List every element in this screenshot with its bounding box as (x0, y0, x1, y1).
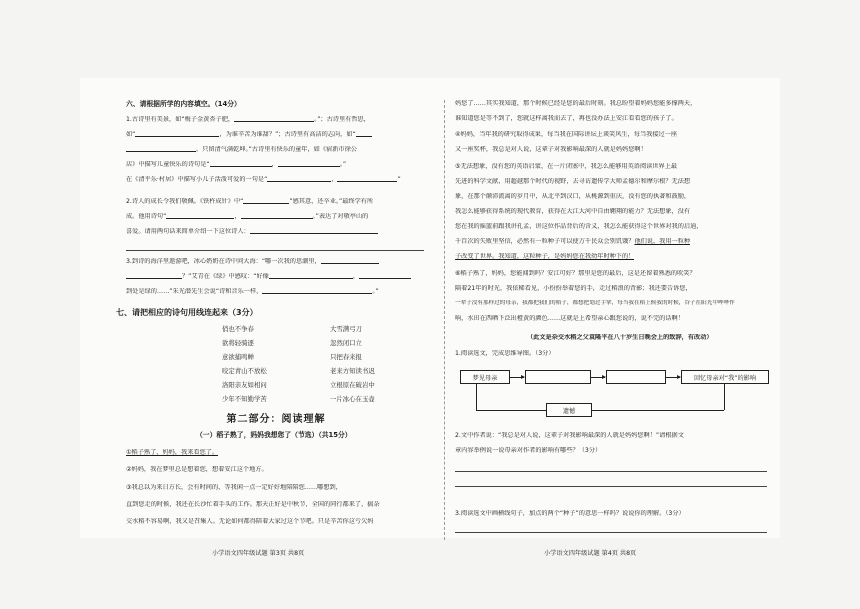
q1-line-4: 店》中描写儿童快乐的诗句是“ ， 。” (126, 161, 347, 168)
pair-left-4[interactable]: 咬定青山不放松 (222, 367, 267, 375)
q3-line-2: ？”艾青在《绿》中感叹：“好像 ， (126, 273, 411, 281)
paragraph-5-line-4: 我怎么能够获得系统的现代教育，获得在大江大河中自由翱翔的能力？无法想象，没有 (455, 208, 691, 215)
pair-right-3[interactable]: 只把春来报 (330, 353, 362, 361)
arrow-icon (666, 377, 680, 378)
pair-right-4[interactable]: 老来方知读书迟 (330, 367, 375, 375)
connector-line (592, 410, 724, 411)
pair-left-3[interactable]: 意欲捕鸣蝉 (222, 353, 254, 361)
q3-line-3: 到处是绿的……”朱光潜先生会说“诗和音乐一样， 。” (126, 288, 379, 295)
pair-right-6[interactable]: 一片冰心在玉壶 (330, 395, 375, 403)
pair-left-2[interactable]: 欲将轻骑逐 (222, 339, 254, 347)
blank[interactable] (262, 293, 372, 294)
exam-sheet (80, 78, 780, 557)
paragraph-5-line-3: 象，在那个颠沛流离的岁月中，从北平到汉口，从桃源到重庆，没有您的执著和鼓励， (455, 193, 691, 200)
blank[interactable] (166, 218, 234, 219)
paragraph-5-line-1: ⑤无法想象，没有您的英语启蒙，在一片闭塞中，我怎么能够用英语阅读世界上最 (455, 163, 678, 170)
blank[interactable] (126, 151, 196, 152)
blank[interactable] (241, 218, 313, 219)
paragraph-1: ①稻子熟了，妈妈，我来看您了。 (126, 449, 219, 456)
blank[interactable] (234, 121, 314, 122)
underlined-sentence-part-1: 他们说，我用一粒种 (634, 238, 691, 245)
paragraph-3-cont-2: 谁知道您是等不到了，您就这样离我而去了，再也没办法上安江看看您的孩子了。 (455, 115, 678, 122)
paragraph-3-line-3: 交水稻不容易啊，我又是召集人。无论如何都得陪着大家过这个节吧。只是辛苦你这亏欠妈 (126, 518, 374, 525)
q2-line-3: 喜爱。请用两句话来简单介绍一下这位诗人： (126, 228, 378, 236)
paragraph-5-line-5: 您在我的摇篮前跟我讲孔孟，讲这位作品背后的含义，我怎么能获得这个世界对我的启迪， (455, 223, 703, 230)
paragraph-2: ②妈妈，我在梦里总是想着您，想着安江这个地方。 (126, 466, 268, 473)
blank[interactable] (356, 136, 372, 137)
blank[interactable] (267, 181, 331, 182)
q2-answer-line[interactable] (126, 240, 424, 251)
pair-right-1[interactable]: 大雪满弓刀 (330, 325, 362, 333)
question-3: 3.阅读选文中画横线句子，加点的两个“种子”的意思一样吗？说说你的理解。（3分） (455, 510, 685, 517)
paragraph-6-line-2: 隔着21年的时光，我依稀看见，小扮扮举着您的手，走过稻浪的背影；我还要告诉您， (455, 285, 692, 292)
blank[interactable] (359, 278, 411, 279)
blank[interactable] (278, 166, 340, 167)
connector-line (476, 410, 546, 411)
arrow-icon (591, 377, 605, 378)
section-6-title: 六、请根据所学的内容填空。（14分） (126, 100, 241, 108)
part-2-title: 第二部分：阅读理解 (226, 414, 326, 425)
q1-line-1: 1.古诗里有美景，如“梅子金黄杏子肥， 。”；古诗里有哲思， (126, 116, 370, 123)
underlined-sentence-part-2: 子改变了世界。我知道，这粒种子，是妈妈您在我幼年时种下的！ (455, 253, 635, 260)
question-2-answer-line-1[interactable] (455, 461, 767, 472)
pair-right-2[interactable]: 忽然闭口立 (330, 339, 362, 347)
blank[interactable] (321, 263, 379, 264)
mindmap-box-dream-mother: 梦见母亲 (460, 370, 510, 384)
connector-line (476, 384, 477, 410)
mindmap-box-blank-2[interactable] (606, 370, 666, 384)
question-2-answer-line-2[interactable] (455, 476, 767, 487)
paragraph-5-line-2: 先进的科学文献，用超越那个时代的视野，去寻访遗传学大师孟德尔和摩尔根？无法想 (455, 178, 691, 185)
pair-left-1[interactable]: 俏也不争春 (222, 325, 254, 333)
pair-left-6[interactable]: 少年不知勤学苦 (222, 395, 267, 403)
paragraph-6-line-4: 响，水田在西晒下泛出橙黄的颜色……这就是上希望亲心跟您说的，说不完的话啊！ (455, 315, 684, 322)
paragraph-3-line-1: ③我总以为来日方长，会有时间的，等我闲一点一定好好地陪陪您……哪想到， (126, 484, 342, 491)
connector-line (724, 384, 725, 410)
paragraph-4-line-1: ④妈妈，当年我的研究取得成果，每当我在国际讲坛上谈笑风生，每当我接过一座 (455, 131, 678, 138)
blank[interactable] (243, 203, 289, 204)
pair-right-5[interactable]: 立根原在破岩中 (330, 381, 375, 389)
paragraph-6-line-3: 一辈子没有那样过的母亲，我都把我们的稻子，都想把划过手掌，每当我在稻上候我的时候，谷子在阳光中哗哗作 (455, 300, 735, 306)
q1-line-5: 在《清平乐·村居》中描写小儿子活泼可爱的一句是“ ， ” (126, 176, 401, 183)
blank[interactable] (337, 181, 397, 182)
blank[interactable] (210, 166, 272, 167)
paragraph-3-line-2: 直到您走的时候，我还在长沙忙着手头的工作。那天正好是中秋节，全国的同行都来了，搞杂 (126, 501, 380, 508)
page-3-footer: 小学语文四年级试题 第3页 共8页 (212, 550, 305, 557)
section-7-title: 七、请把相应的诗句用线连起来（3分） (116, 308, 258, 317)
q2-line-2: 成。他用诗句“ ， 。”表达了对敬亭山的 (126, 213, 369, 220)
page-4-footer: 小学语文四年级试题 第4页 共8页 (544, 550, 637, 557)
q3-line-1: 3.到诗的海洋里遨游吧，冰心奶奶在诗中问大海：“哪一次我的思潮里， (126, 258, 379, 266)
blank[interactable] (269, 278, 353, 279)
paragraph-4-line-2: 又一座奖杯，我总是对人说，这辈子对我影响最深的人就是妈妈您啊！ (455, 146, 647, 153)
question-3-answer-line[interactable] (455, 522, 767, 533)
paragraph-3-cont-1: 妈您了……其实我知道，那个时候已经是您的最后时刻。我总盼望着妈妈您能多撑两天， (455, 100, 697, 107)
q1-line-2: 如“ ，为谁辛苦为谁甜？”；古诗里有高洁的志向，如“ (126, 131, 372, 139)
blank[interactable] (250, 233, 378, 234)
q1-line-3: ，只留清气满乾坤。”古诗里有快乐的童年，如《宿新市徐公 (126, 146, 357, 154)
paragraph-6-line-1: ⑥稻子熟了，妈妈，您能闻到吗？安江可好？那里是您的最后，这是还留着熟悉的吹笑？ (455, 270, 696, 277)
mindmap-box-blank-1[interactable] (525, 370, 591, 384)
blank[interactable] (126, 278, 182, 279)
q2-line-1: 2.诗人的成长令我们敬佩。《铁杵成针》中“ ”感其意，还卒业。”最终学有所 (126, 198, 374, 205)
page-divider (444, 100, 445, 540)
pair-left-5[interactable]: 洛阳亲友如相问 (222, 381, 267, 389)
paragraph-5-line-6: 千百次的失败里坚信，必然有一粒种子可以使万千民众会别饥饿？他们说，我用一粒种 (455, 238, 691, 245)
question-2-line-1: 2.文中作者说：“我总是对人说，这辈子对我影响最深的人就是妈妈您啊！”请根据文 (455, 432, 684, 439)
arrow-icon (510, 377, 524, 378)
mindmap-box-regret: 遗憾 (546, 403, 592, 417)
blank[interactable] (135, 136, 219, 137)
question-1: 1.阅读选文，完成思维导图。（3分） (455, 350, 555, 357)
question-2-line-2: 章内容举例说一说母亲对作者的影响有哪些？（3分） (455, 447, 602, 454)
reading-title: （一）稻子熟了，妈妈我想您了（节选）（共15分） (196, 431, 352, 439)
source-note: （此文是杂交水稻之父袁隆平在八十岁生日晚会上的致辞，有改动） (527, 334, 713, 341)
mindmap-box-mother-influence: 回忆母亲对“我”的影响 (681, 370, 769, 384)
